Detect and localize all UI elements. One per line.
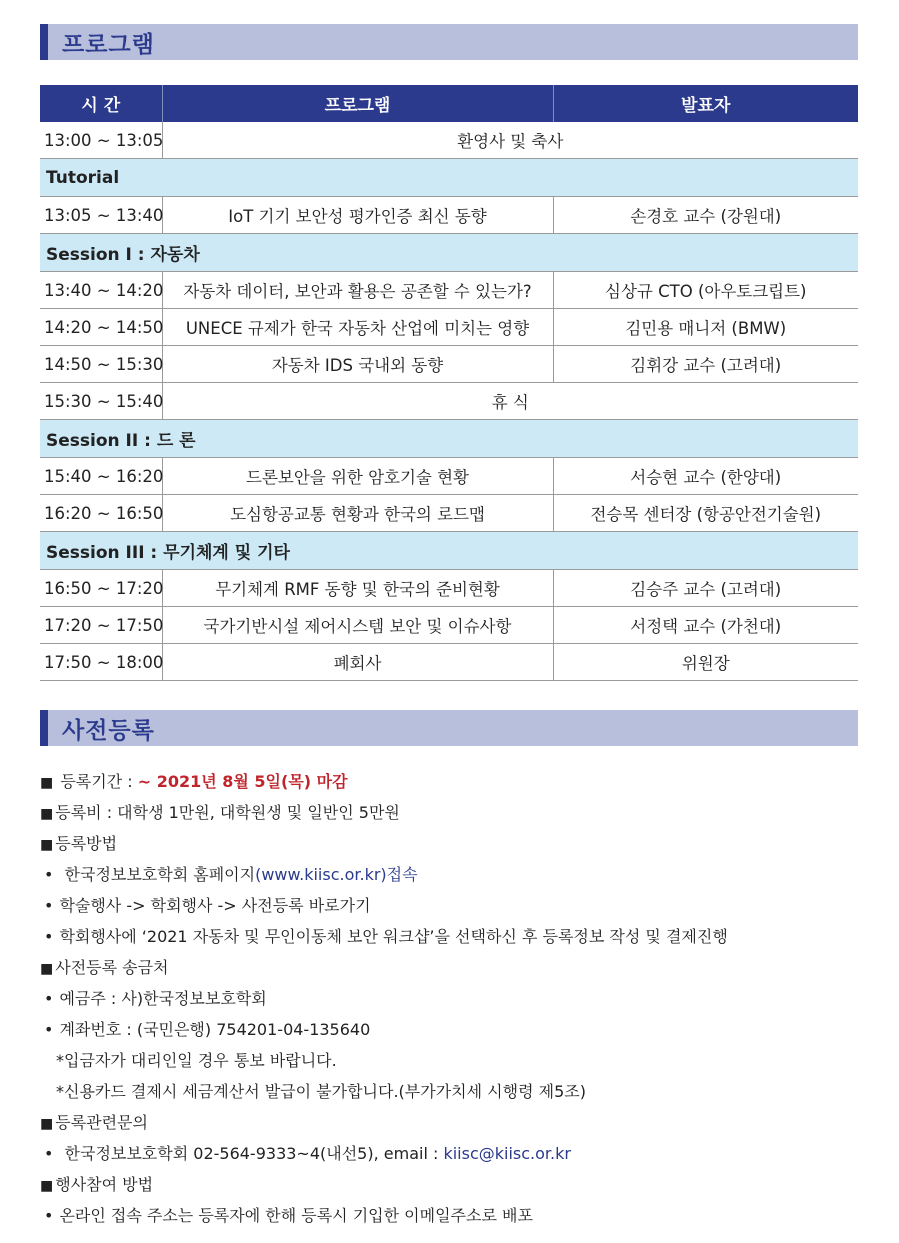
registration-section-header [40,710,858,746]
time-cell: 13:05 ~ 13:40 [40,197,162,234]
program-section-header [40,24,858,60]
program-cell: 국가기반시설 제어시스템 보안 및 이슈사항 [162,607,553,644]
program-cell: 도심항공교통 현황과 한국의 로드맵 [162,495,553,532]
account-holder: • 예금주 : 사)한국정보보호학회 [40,983,858,1014]
speaker-cell: 전승목 센터장 (항공안전기술원) [553,495,858,532]
column-header-speaker: 발표자 [553,85,858,122]
homepage-link[interactable]: (www.kiisc.or.kr)접속 [255,865,418,884]
program-cell: 환영사 및 축사 [162,122,858,159]
table-row [40,383,858,420]
contact-heading: ■ 등록관련문의 [40,1107,858,1138]
program-cell: 자동차 데이터, 보안과 활용은 공존할 수 있는가? [162,272,553,309]
registration-method-select: • 학회행사에 ‘2021 자동차 및 무인이동체 보안 워크샵’을 선택하신 후 등록정보 작성 및 결제진행 [40,921,858,952]
program-cell: 휴 식 [162,383,858,420]
header-accent-bar [40,24,48,60]
session-row [40,159,858,197]
time-cell: 17:50 ~ 18:00 [40,644,162,681]
program-cell: 폐회사 [162,644,553,681]
table-row [40,458,858,495]
contact-email-link[interactable]: kiisc@kiisc.or.kr [443,1144,571,1163]
account-heading: ■ 사전등록 송금처 [40,952,858,983]
time-cell: 16:50 ~ 17:20 [40,570,162,607]
table-header-row [40,85,858,122]
session-label: Session I : 자동차 [40,234,858,272]
time-cell: 17:20 ~ 17:50 [40,607,162,644]
registration-fee: ■ 등록비 : 대학생 1만원, 대학원생 및 일반인 5만원 [40,797,858,828]
table-row [40,197,858,234]
column-header-program: 프로그램 [162,85,553,122]
program-cell: UNECE 규제가 한국 자동차 산업에 미치는 영향 [162,309,553,346]
table-row [40,272,858,309]
speaker-cell: 김민용 매니저 (BMW) [553,309,858,346]
speaker-cell: 김휘강 교수 (고려대) [553,346,858,383]
registration-method-path: • 학술행사 -> 학회행사 -> 사전등록 바로가기 [40,890,858,921]
table-row [40,495,858,532]
table-row [40,607,858,644]
speaker-cell: 서승현 교수 (한양대) [553,458,858,495]
program-cell: 드론보안을 위한 암호기술 현황 [162,458,553,495]
program-cell: 무기체계 RMF 동향 및 한국의 준비현황 [162,570,553,607]
time-cell: 13:00 ~ 13:05 [40,122,162,159]
speaker-cell: 서정택 교수 (가천대) [553,607,858,644]
session-row [40,420,858,458]
account-note-proxy: *입금자가 대리인일 경우 통보 바랍니다. [56,1051,337,1070]
registration-deadline: ~ 2021년 8월 5일(목) 마감 [137,772,348,791]
speaker-cell: 김승주 교수 (고려대) [553,570,858,607]
time-cell: 14:50 ~ 15:30 [40,346,162,383]
table-row [40,122,858,159]
registration-period: ■ 등록기간 : ~ 2021년 8월 5일(목) 마감 [40,766,858,797]
table-row [40,346,858,383]
time-cell: 15:40 ~ 16:20 [40,458,162,495]
table-row [40,644,858,681]
session-label: Session II : 드 론 [40,420,858,458]
column-header-time: 시 간 [40,85,162,122]
table-row [40,309,858,346]
program-cell: 자동차 IDS 국내외 동향 [162,346,553,383]
session-label: Tutorial [40,159,858,197]
registration-method-site: • 한국정보보호학회 홈페이지(www.kiisc.or.kr)접속 [40,859,858,890]
program-section-title: 프로그램 [62,31,155,58]
attendance-info: • 온라인 접속 주소는 등록자에 한해 등록시 기입한 이메일주소로 배포 [40,1200,858,1231]
registration-info [40,766,858,1231]
table-row [40,570,858,607]
account-number: • 계좌번호 : (국민은행) 754201-04-135640 [40,1014,858,1045]
registration-section-title: 사전등록 [62,717,155,744]
speaker-cell: 위원장 [553,644,858,681]
session-label: Session III : 무기체계 및 기타 [40,532,858,570]
attendance-heading: ■ 행사참여 방법 [40,1169,858,1200]
time-cell: 14:20 ~ 14:50 [40,309,162,346]
registration-method-heading: ■ 등록방법 [40,828,858,859]
session-row [40,234,858,272]
time-cell: 15:30 ~ 15:40 [40,383,162,420]
contact-info: • 한국정보보호학회 02-564-9333~4(내선5), email : kiisc@kiisc.or.kr [40,1138,858,1169]
header-accent-bar [40,710,48,746]
session-row [40,532,858,570]
program-cell: IoT 기기 보안성 평가인증 최신 동향 [162,197,553,234]
time-cell: 13:40 ~ 14:20 [40,272,162,309]
speaker-cell: 손경호 교수 (강원대) [553,197,858,234]
program-table [40,85,858,681]
time-cell: 16:20 ~ 16:50 [40,495,162,532]
account-note-card: *신용카드 결제시 세금계산서 발급이 불가합니다.(부가가치세 시행령 제5조) [56,1082,586,1101]
speaker-cell: 심상규 CTO (아우토크립트) [553,272,858,309]
program-table-body [40,122,858,681]
